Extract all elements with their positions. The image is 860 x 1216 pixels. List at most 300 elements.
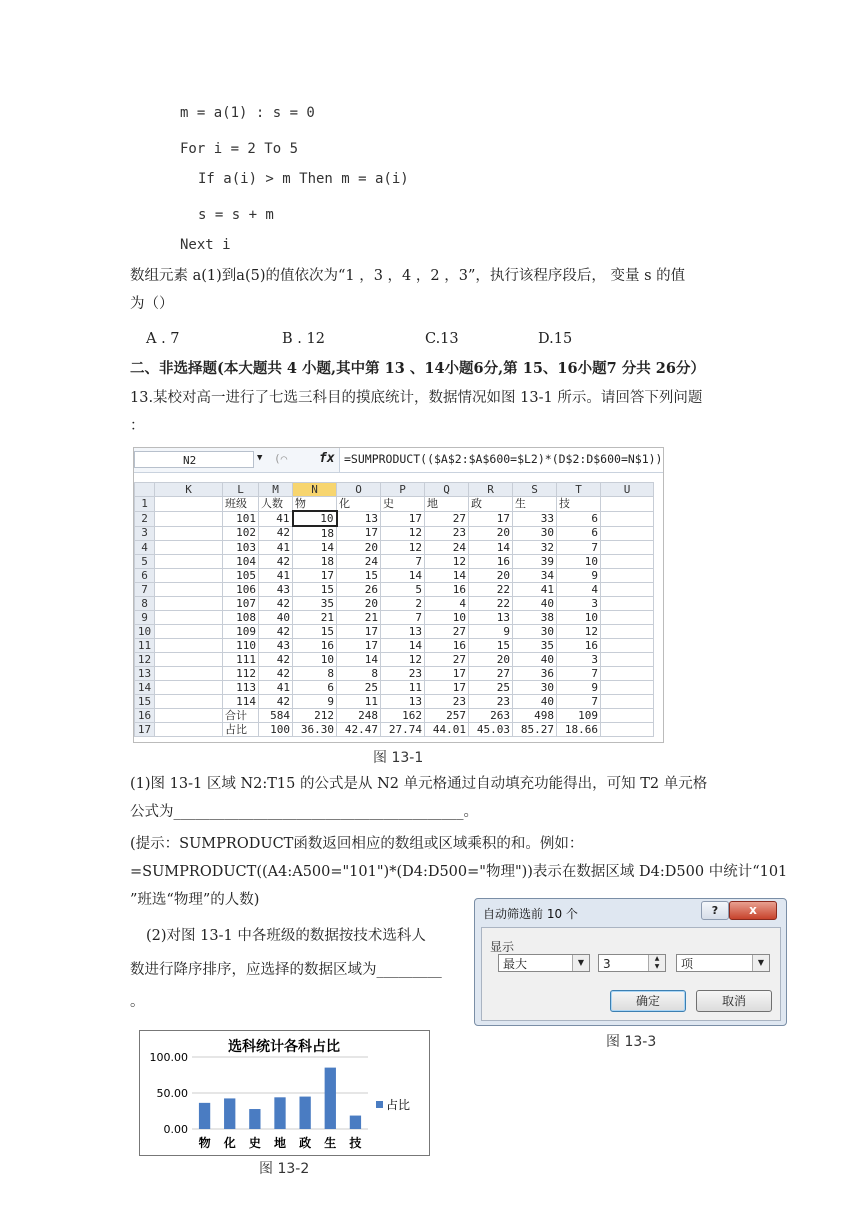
cell[interactable]: 11 <box>337 695 381 709</box>
cell[interactable]: 3 <box>557 597 601 611</box>
q13-intro-1: 13.某校对高一进行了七选三科目的摸底统计，数据情况如图 13-1 所示。请回答下列问题 <box>130 390 703 406</box>
cell[interactable] <box>155 653 223 667</box>
cell[interactable]: 111 <box>223 653 259 667</box>
cell[interactable] <box>155 667 223 681</box>
dialog-body <box>481 927 781 1021</box>
column-header[interactable]: M <box>259 483 293 497</box>
column-header[interactable]: K <box>155 483 223 497</box>
cell[interactable]: 109 <box>223 625 259 639</box>
cell[interactable]: 20 <box>469 526 513 541</box>
cell[interactable]: 25 <box>469 681 513 695</box>
sheet-row <box>135 625 654 639</box>
cell[interactable]: 42 <box>259 667 293 681</box>
cell[interactable]: 35 <box>293 597 337 611</box>
cell[interactable] <box>601 667 654 681</box>
cell[interactable]: 212 <box>293 709 337 723</box>
cell[interactable]: 21 <box>293 611 337 625</box>
group-label: 显示 <box>490 940 515 954</box>
formula-bar <box>134 448 663 473</box>
cell[interactable]: 14 <box>381 569 425 583</box>
fx-icon[interactable]: fx <box>319 451 335 466</box>
cell[interactable]: 23 <box>425 695 469 709</box>
cell[interactable]: 30 <box>513 625 557 639</box>
row-header[interactable]: 14 <box>135 681 155 695</box>
y-tick-label: 100.00 <box>149 1051 188 1064</box>
cell[interactable]: 42.47 <box>337 723 381 737</box>
cell[interactable]: 10 <box>293 511 337 526</box>
name-box[interactable]: N2 <box>134 451 254 468</box>
cell[interactable]: 15 <box>337 569 381 583</box>
column-header[interactable]: O <box>337 483 381 497</box>
cell[interactable]: 12 <box>557 625 601 639</box>
cell[interactable] <box>601 653 654 667</box>
row-header[interactable]: 7 <box>135 583 155 597</box>
code-line-2: For i = 2 To 5 <box>180 141 299 157</box>
ok-button[interactable]: 确定 <box>610 990 686 1012</box>
row-header[interactable]: 12 <box>135 653 155 667</box>
cell[interactable]: 25 <box>337 681 381 695</box>
cell[interactable]: 40 <box>259 611 293 625</box>
cell[interactable]: 6 <box>557 511 601 526</box>
cell[interactable]: 17 <box>337 639 381 653</box>
cell[interactable]: 17 <box>425 681 469 695</box>
cell[interactable]: 42 <box>259 555 293 569</box>
cell[interactable] <box>155 625 223 639</box>
cell[interactable]: 36 <box>513 667 557 681</box>
cell[interactable] <box>601 497 654 512</box>
y-tick-label: 50.00 <box>156 1087 188 1100</box>
cell[interactable] <box>155 583 223 597</box>
cell[interactable] <box>601 681 654 695</box>
cell[interactable]: 39 <box>513 555 557 569</box>
cell[interactable]: 17 <box>337 526 381 541</box>
row-header[interactable]: 1 <box>135 497 155 512</box>
cell[interactable]: 23 <box>425 526 469 541</box>
row-header[interactable]: 4 <box>135 541 155 555</box>
cell[interactable]: 102 <box>223 526 259 541</box>
unit-value: 项 <box>681 957 694 971</box>
column-header[interactable]: U <box>601 483 654 497</box>
cell[interactable]: 24 <box>425 541 469 555</box>
count-value: 3 <box>603 957 611 971</box>
cell[interactable]: 101 <box>223 511 259 526</box>
chevron-down-icon[interactable]: ▼ <box>752 955 769 971</box>
cell[interactable]: 2 <box>381 597 425 611</box>
row-header[interactable]: 11 <box>135 639 155 653</box>
cell[interactable]: 7 <box>381 555 425 569</box>
q12-text-1: 数组元素 a(1)到a(5)的值依次为“1 ，3 ，4 ，2 ，3”，执行该程序段后， 变量 s 的值 <box>130 268 686 284</box>
sheet-row <box>135 511 654 526</box>
cell[interactable]: 物 <box>293 497 337 512</box>
bar-chart <box>139 1030 430 1156</box>
cell[interactable]: 41 <box>259 541 293 555</box>
sheet-row <box>135 526 654 541</box>
cell[interactable]: 43 <box>259 583 293 597</box>
sheet-row <box>135 611 654 625</box>
bar <box>325 1068 336 1129</box>
cell[interactable]: 16 <box>425 583 469 597</box>
cell[interactable]: 263 <box>469 709 513 723</box>
cell[interactable]: 14 <box>337 653 381 667</box>
cell[interactable]: 7 <box>557 695 601 709</box>
section-heading: 二、非选择题(本大题共 4 小题,其中第 13 、14小题6分,第 15、16小题7 分共 26分） <box>130 360 705 377</box>
cell[interactable]: 107 <box>223 597 259 611</box>
bar <box>350 1116 361 1129</box>
cell[interactable]: 9 <box>469 625 513 639</box>
cell[interactable]: 248 <box>337 709 381 723</box>
cell[interactable]: 7 <box>557 541 601 555</box>
code-line-1: m = a(1) : s = 0 <box>180 105 315 121</box>
cell[interactable]: 16 <box>425 639 469 653</box>
cell[interactable] <box>601 569 654 583</box>
q13-p1-line2: 公式为________________________________________。 <box>130 804 478 820</box>
cell[interactable] <box>155 597 223 611</box>
namebox-dropdown-icon[interactable]: ▼ <box>257 453 263 463</box>
sheet-row <box>135 709 654 723</box>
cell[interactable]: 3 <box>557 653 601 667</box>
cell[interactable]: 110 <box>223 639 259 653</box>
spinner-arrows-icon[interactable]: ▲ ▼ <box>648 955 665 971</box>
bar <box>249 1109 260 1129</box>
cell[interactable]: 14 <box>425 569 469 583</box>
cell[interactable] <box>155 511 223 526</box>
cell[interactable]: 27.74 <box>381 723 425 737</box>
cell[interactable] <box>155 723 223 737</box>
q13-p2-line3: 。 <box>130 994 145 1010</box>
cancel-formula-icon[interactable]: (⌒ <box>274 452 288 465</box>
cell[interactable]: 27 <box>469 667 513 681</box>
cell[interactable]: 班级 <box>223 497 259 512</box>
autofilter-dialog <box>474 898 787 1026</box>
legend-swatch <box>376 1101 383 1108</box>
formula-input[interactable]: =SUMPRODUCT(($A$2:$A$600=$L2)*(D$2:D$600=N$1)) <box>339 448 663 472</box>
caption-fig-13-2: 图 13-2 <box>259 1161 310 1177</box>
cell[interactable]: 17 <box>337 625 381 639</box>
x-tick-label: 史 <box>248 1136 261 1150</box>
cell[interactable]: 6 <box>293 681 337 695</box>
cell[interactable]: 24 <box>337 555 381 569</box>
x-tick-label: 政 <box>299 1136 312 1150</box>
cell[interactable]: 20 <box>469 653 513 667</box>
cell[interactable]: 10 <box>557 555 601 569</box>
dialog-title: 自动筛选前 10 个 <box>483 907 578 921</box>
row-header[interactable]: 10 <box>135 625 155 639</box>
count-spinner[interactable] <box>598 954 666 972</box>
cell[interactable]: 17 <box>381 511 425 526</box>
row-header[interactable]: 8 <box>135 597 155 611</box>
cell[interactable]: 30 <box>513 526 557 541</box>
q13-p1-line1: (1)图 13-1 区域 N2:T15 的公式是从 N2 单元格通过自动填充功能得出，可知 T2 单元格 <box>130 776 708 792</box>
cell[interactable]: 45.03 <box>469 723 513 737</box>
cell[interactable] <box>601 695 654 709</box>
cell[interactable]: 12 <box>425 555 469 569</box>
cell[interactable] <box>601 583 654 597</box>
q13-p2-line2: 数进行降序排序，应选择的数据区域为_________ <box>130 962 442 978</box>
cell[interactable]: 23 <box>469 695 513 709</box>
cell[interactable]: 42 <box>259 653 293 667</box>
column-header[interactable]: T <box>557 483 601 497</box>
legend-label: 占比 <box>386 1098 411 1112</box>
cell[interactable]: 16 <box>293 639 337 653</box>
cell[interactable] <box>155 695 223 709</box>
cell[interactable]: 23 <box>381 667 425 681</box>
x-tick-label: 技 <box>349 1136 362 1150</box>
cell[interactable] <box>601 597 654 611</box>
cell[interactable]: 584 <box>259 709 293 723</box>
x-tick-label: 物 <box>198 1136 211 1150</box>
sheet-row <box>135 497 654 512</box>
cell[interactable]: 41 <box>259 569 293 583</box>
cell[interactable]: 13 <box>469 611 513 625</box>
column-header[interactable]: S <box>513 483 557 497</box>
row-header[interactable]: 6 <box>135 569 155 583</box>
cell[interactable]: 18.66 <box>557 723 601 737</box>
sheet-row <box>135 597 654 611</box>
option-d: D.15 <box>538 331 573 347</box>
q13-intro-2: ： <box>130 418 145 434</box>
row-header[interactable]: 9 <box>135 611 155 625</box>
option-c: C.13 <box>425 331 459 347</box>
cell[interactable]: 地 <box>425 497 469 512</box>
cell[interactable]: 85.27 <box>513 723 557 737</box>
sheet-row <box>135 695 654 709</box>
cell[interactable]: 5 <box>381 583 425 597</box>
row-header[interactable]: 16 <box>135 709 155 723</box>
row-header[interactable]: 3 <box>135 526 155 541</box>
cell[interactable] <box>155 611 223 625</box>
sheet-row <box>135 681 654 695</box>
bar <box>299 1097 310 1129</box>
cell[interactable]: 498 <box>513 709 557 723</box>
unit-select[interactable] <box>676 954 770 972</box>
cell[interactable] <box>155 709 223 723</box>
column-header[interactable]: N <box>293 483 337 497</box>
cell[interactable]: 38 <box>513 611 557 625</box>
close-button[interactable]: x <box>729 901 777 920</box>
cell[interactable]: 12 <box>381 653 425 667</box>
cell[interactable]: 7 <box>381 611 425 625</box>
cell[interactable] <box>601 723 654 737</box>
sheet-row <box>135 667 654 681</box>
cell[interactable]: 41 <box>259 681 293 695</box>
cell[interactable]: 10 <box>557 611 601 625</box>
cell[interactable] <box>155 569 223 583</box>
hint-line3: ”班选“物理”的人数) <box>130 892 260 908</box>
cell[interactable]: 33 <box>513 511 557 526</box>
cell[interactable]: 化 <box>337 497 381 512</box>
cell[interactable]: 6 <box>557 526 601 541</box>
cell[interactable]: 103 <box>223 541 259 555</box>
cell[interactable] <box>601 611 654 625</box>
caption-fig-13-1: 图 13-1 <box>373 750 424 766</box>
cell[interactable]: 18 <box>293 555 337 569</box>
cell[interactable]: 14 <box>381 639 425 653</box>
cell[interactable]: 257 <box>425 709 469 723</box>
cell[interactable]: 27 <box>425 653 469 667</box>
sheet-row <box>135 569 654 583</box>
sheet-row <box>135 541 654 555</box>
cell[interactable]: 9 <box>293 695 337 709</box>
bar <box>199 1103 210 1129</box>
cell[interactable]: 9 <box>557 681 601 695</box>
cell[interactable]: 4 <box>557 583 601 597</box>
cell[interactable]: 26 <box>337 583 381 597</box>
option-b: B . 12 <box>282 331 325 347</box>
cell[interactable]: 技 <box>557 497 601 512</box>
cell[interactable]: 13 <box>337 511 381 526</box>
cell[interactable]: 13 <box>381 625 425 639</box>
top-bottom-value: 最大 <box>503 957 528 971</box>
column-header[interactable]: L <box>223 483 259 497</box>
cell[interactable]: 17 <box>469 511 513 526</box>
column-header[interactable]: P <box>381 483 425 497</box>
cell[interactable]: 35 <box>513 639 557 653</box>
cell[interactable]: 162 <box>381 709 425 723</box>
cell[interactable] <box>155 541 223 555</box>
cell[interactable]: 20 <box>337 541 381 555</box>
cell[interactable]: 42 <box>259 597 293 611</box>
cell[interactable]: 113 <box>223 681 259 695</box>
cell[interactable]: 史 <box>381 497 425 512</box>
cell[interactable]: 16 <box>557 639 601 653</box>
row-header[interactable]: 2 <box>135 511 155 526</box>
cell[interactable]: 18 <box>293 526 337 541</box>
top-bottom-select[interactable] <box>498 954 590 972</box>
cell[interactable]: 10 <box>293 653 337 667</box>
sheet-row <box>135 653 654 667</box>
sheet-row <box>135 583 654 597</box>
cell[interactable]: 43 <box>259 639 293 653</box>
cell[interactable]: 21 <box>337 611 381 625</box>
x-tick-label: 地 <box>273 1136 287 1150</box>
cell[interactable]: 104 <box>223 555 259 569</box>
q12-text-2: 为（） <box>130 296 174 312</box>
cell[interactable]: 占比 <box>223 723 259 737</box>
cell[interactable] <box>601 511 654 526</box>
sheet-row <box>135 723 654 737</box>
cancel-button[interactable]: 取消 <box>696 990 772 1012</box>
cell[interactable]: 108 <box>223 611 259 625</box>
cell[interactable]: 生 <box>513 497 557 512</box>
cell[interactable] <box>601 625 654 639</box>
cell[interactable]: 32 <box>513 541 557 555</box>
cell[interactable] <box>155 526 223 541</box>
cell[interactable]: 15 <box>293 583 337 597</box>
sheet-grid <box>134 482 654 737</box>
cell[interactable]: 40 <box>513 597 557 611</box>
cell[interactable]: 15 <box>469 639 513 653</box>
cell[interactable]: 11 <box>381 681 425 695</box>
cell[interactable]: 14 <box>293 541 337 555</box>
sheet-row <box>135 555 654 569</box>
cell[interactable]: 政 <box>469 497 513 512</box>
cell[interactable]: 15 <box>293 625 337 639</box>
cell[interactable]: 114 <box>223 695 259 709</box>
cell[interactable]: 10 <box>425 611 469 625</box>
cell[interactable]: 42 <box>259 695 293 709</box>
column-header[interactable]: Q <box>425 483 469 497</box>
cell[interactable]: 27 <box>425 511 469 526</box>
code-line-3: If a(i) > m Then m = a(i) <box>198 171 409 187</box>
cell[interactable]: 41 <box>513 583 557 597</box>
x-tick-label: 化 <box>223 1136 236 1150</box>
option-a: A . 7 <box>146 331 180 347</box>
cell[interactable]: 112 <box>223 667 259 681</box>
row-header[interactable]: 5 <box>135 555 155 569</box>
help-button[interactable]: ? <box>701 901 729 920</box>
y-tick-label: 0.00 <box>163 1123 188 1136</box>
cell[interactable] <box>601 555 654 569</box>
cell[interactable]: 9 <box>557 569 601 583</box>
chevron-down-icon[interactable]: ▼ <box>572 955 589 971</box>
x-tick-label: 生 <box>324 1136 337 1150</box>
cell[interactable]: 36.30 <box>293 723 337 737</box>
cell[interactable]: 合计 <box>223 709 259 723</box>
cell[interactable] <box>601 639 654 653</box>
cell[interactable] <box>155 681 223 695</box>
cell[interactable]: 30 <box>513 681 557 695</box>
cell[interactable]: 12 <box>381 541 425 555</box>
cell[interactable]: 40 <box>513 653 557 667</box>
cell[interactable]: 8 <box>337 667 381 681</box>
cell[interactable]: 106 <box>223 583 259 597</box>
cell[interactable]: 42 <box>259 526 293 541</box>
cell[interactable]: 40 <box>513 695 557 709</box>
bar <box>274 1097 285 1129</box>
cell[interactable]: 20 <box>337 597 381 611</box>
chart-title: 选科统计各科占比 <box>228 1039 340 1055</box>
bar <box>224 1098 235 1129</box>
cell[interactable] <box>155 555 223 569</box>
cell[interactable]: 17 <box>425 667 469 681</box>
cell[interactable] <box>601 541 654 555</box>
cell[interactable]: 44.01 <box>425 723 469 737</box>
cell[interactable]: 100 <box>259 723 293 737</box>
cell[interactable]: 12 <box>381 526 425 541</box>
cell[interactable]: 4 <box>425 597 469 611</box>
cell[interactable]: 34 <box>513 569 557 583</box>
hint-line2: =SUMPRODUCT((A4:A500="101")*(D4:D500="物理"))表示在数据区域 D4:D500 中统计“101 <box>130 864 788 880</box>
q13-p2-line1: (2)对图 13-1 中各班级的数据按技术选科人 <box>146 928 426 944</box>
column-header[interactable]: R <box>469 483 513 497</box>
cell[interactable]: 27 <box>425 625 469 639</box>
cell[interactable]: 17 <box>293 569 337 583</box>
cell[interactable]: 13 <box>381 695 425 709</box>
row-header[interactable]: 15 <box>135 695 155 709</box>
hint-line1: (提示：SUMPRODUCT函数返回相应的数组或区域乘积的和。例如： <box>130 836 584 852</box>
cell[interactable]: 14 <box>469 541 513 555</box>
cell[interactable]: 7 <box>557 667 601 681</box>
cell[interactable]: 16 <box>469 555 513 569</box>
cell[interactable] <box>155 639 223 653</box>
cell[interactable]: 22 <box>469 583 513 597</box>
cell[interactable]: 105 <box>223 569 259 583</box>
cell[interactable]: 8 <box>293 667 337 681</box>
row-header[interactable]: 17 <box>135 723 155 737</box>
cell[interactable]: 人数 <box>259 497 293 512</box>
cell[interactable]: 109 <box>557 709 601 723</box>
cell[interactable] <box>601 526 654 541</box>
cell[interactable]: 41 <box>259 511 293 526</box>
select-all-corner[interactable] <box>135 483 155 497</box>
row-header[interactable]: 13 <box>135 667 155 681</box>
cell[interactable]: 42 <box>259 625 293 639</box>
cell[interactable] <box>601 709 654 723</box>
cell[interactable]: 22 <box>469 597 513 611</box>
cell[interactable] <box>155 497 223 512</box>
caption-fig-13-3: 图 13-3 <box>606 1034 657 1050</box>
cell[interactable]: 20 <box>469 569 513 583</box>
